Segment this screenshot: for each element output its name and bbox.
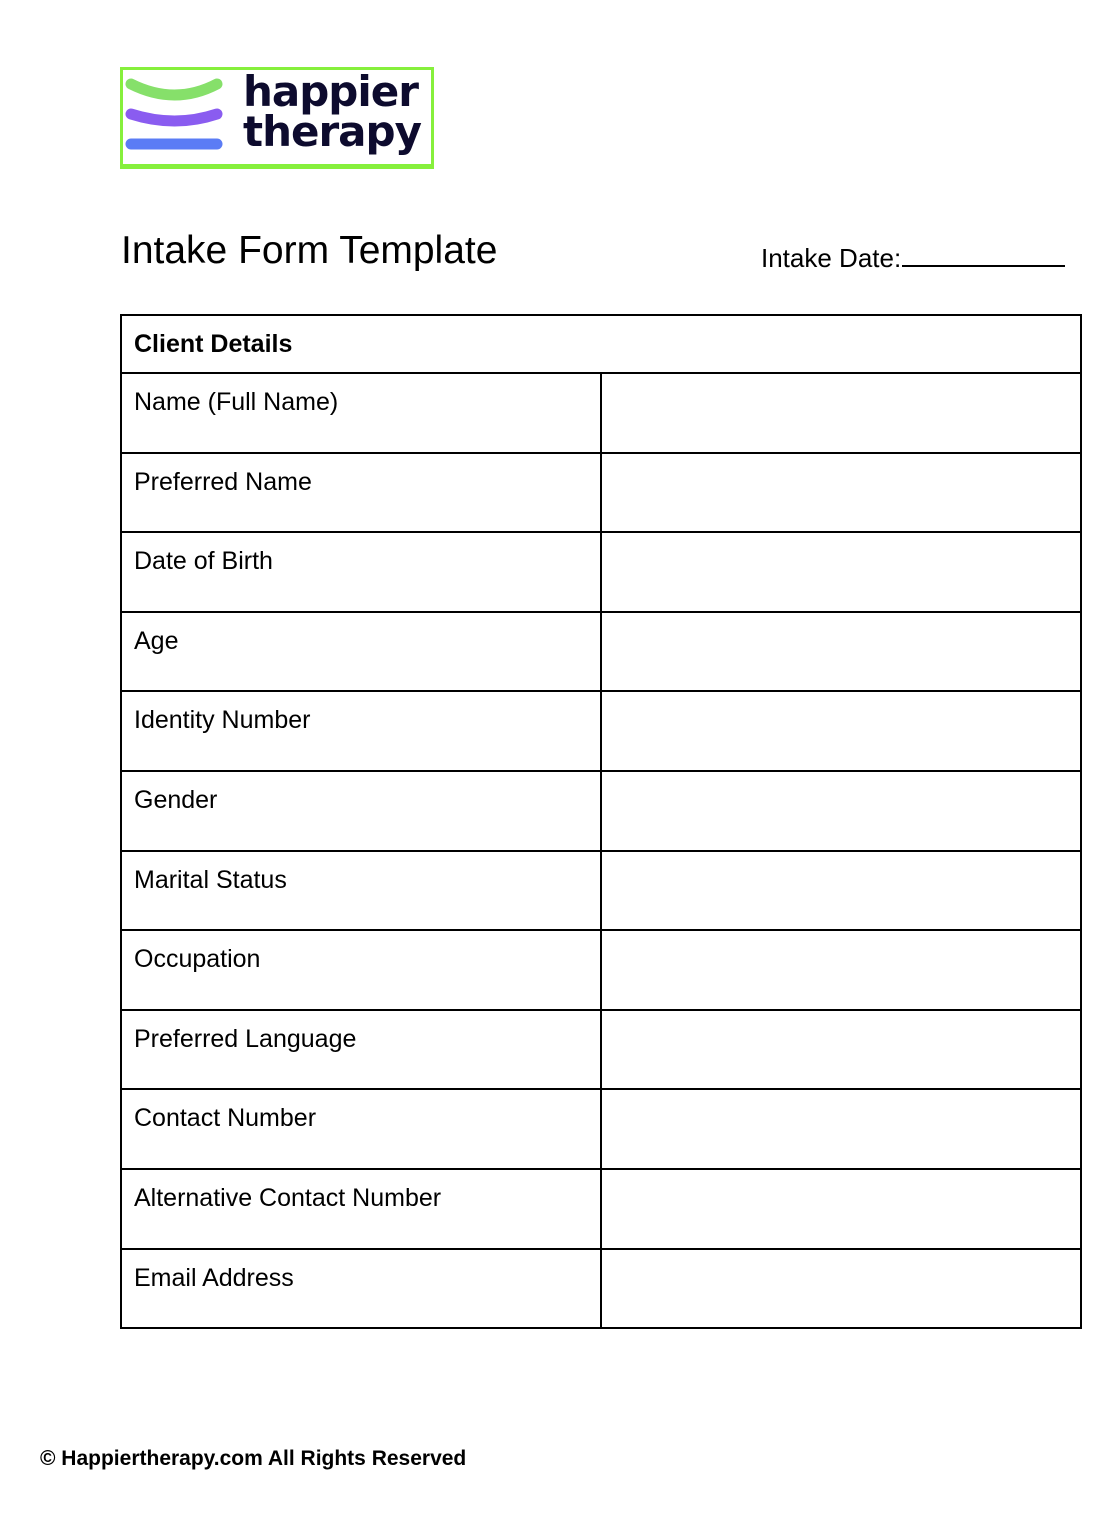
table-row <box>121 1089 1081 1169</box>
intake-date-blank[interactable] <box>902 239 1065 267</box>
row-label: Alternative Contact Number <box>121 1169 601 1249</box>
row-value-marital-status[interactable] <box>601 851 1081 931</box>
section-title: Client Details <box>121 315 1081 373</box>
logo-waves-icon <box>125 74 225 156</box>
table-row <box>121 1010 1081 1090</box>
table-row <box>121 373 1081 453</box>
table-row <box>121 1169 1081 1249</box>
table-row <box>121 771 1081 851</box>
row-value-contact-number[interactable] <box>601 1089 1081 1169</box>
client-details-table <box>120 314 1082 1329</box>
copyright-footer: © Happiertherapy.com All Rights Reserved <box>40 1447 467 1470</box>
row-value-preferred-language[interactable] <box>601 1010 1081 1090</box>
logo-line-2: therapy <box>243 107 421 156</box>
table-row <box>121 532 1081 612</box>
intake-date-label: Intake Date: <box>761 243 902 273</box>
row-value-email-address[interactable] <box>601 1249 1081 1329</box>
row-label: Email Address <box>121 1249 601 1329</box>
row-value-identity-number[interactable] <box>601 691 1081 771</box>
table-row <box>121 1249 1081 1329</box>
row-label: Gender <box>121 771 601 851</box>
row-value-name[interactable] <box>601 373 1081 453</box>
table-row <box>121 612 1081 692</box>
row-label: Date of Birth <box>121 532 601 612</box>
table-row <box>121 453 1081 533</box>
page-title: Intake Form Template <box>121 229 498 272</box>
row-value-date-of-birth[interactable] <box>601 532 1081 612</box>
row-label: Contact Number <box>121 1089 601 1169</box>
row-value-gender[interactable] <box>601 771 1081 851</box>
row-label: Marital Status <box>121 851 601 931</box>
row-value-occupation[interactable] <box>601 930 1081 1010</box>
logo-line-1: happier <box>243 67 418 116</box>
intake-date-field <box>761 239 1065 274</box>
row-label: Preferred Language <box>121 1010 601 1090</box>
row-label: Identity Number <box>121 691 601 771</box>
row-label: Name (Full Name) <box>121 373 601 453</box>
row-value-alt-contact-number[interactable] <box>601 1169 1081 1249</box>
logo-wordmark <box>243 67 421 156</box>
table-row <box>121 930 1081 1010</box>
table-header-row <box>121 315 1081 373</box>
table-row <box>121 851 1081 931</box>
row-label: Occupation <box>121 930 601 1010</box>
row-label: Age <box>121 612 601 692</box>
row-value-preferred-name[interactable] <box>601 453 1081 533</box>
brand-logo <box>120 67 434 169</box>
table-row <box>121 691 1081 771</box>
row-label: Preferred Name <box>121 453 601 533</box>
row-value-age[interactable] <box>601 612 1081 692</box>
